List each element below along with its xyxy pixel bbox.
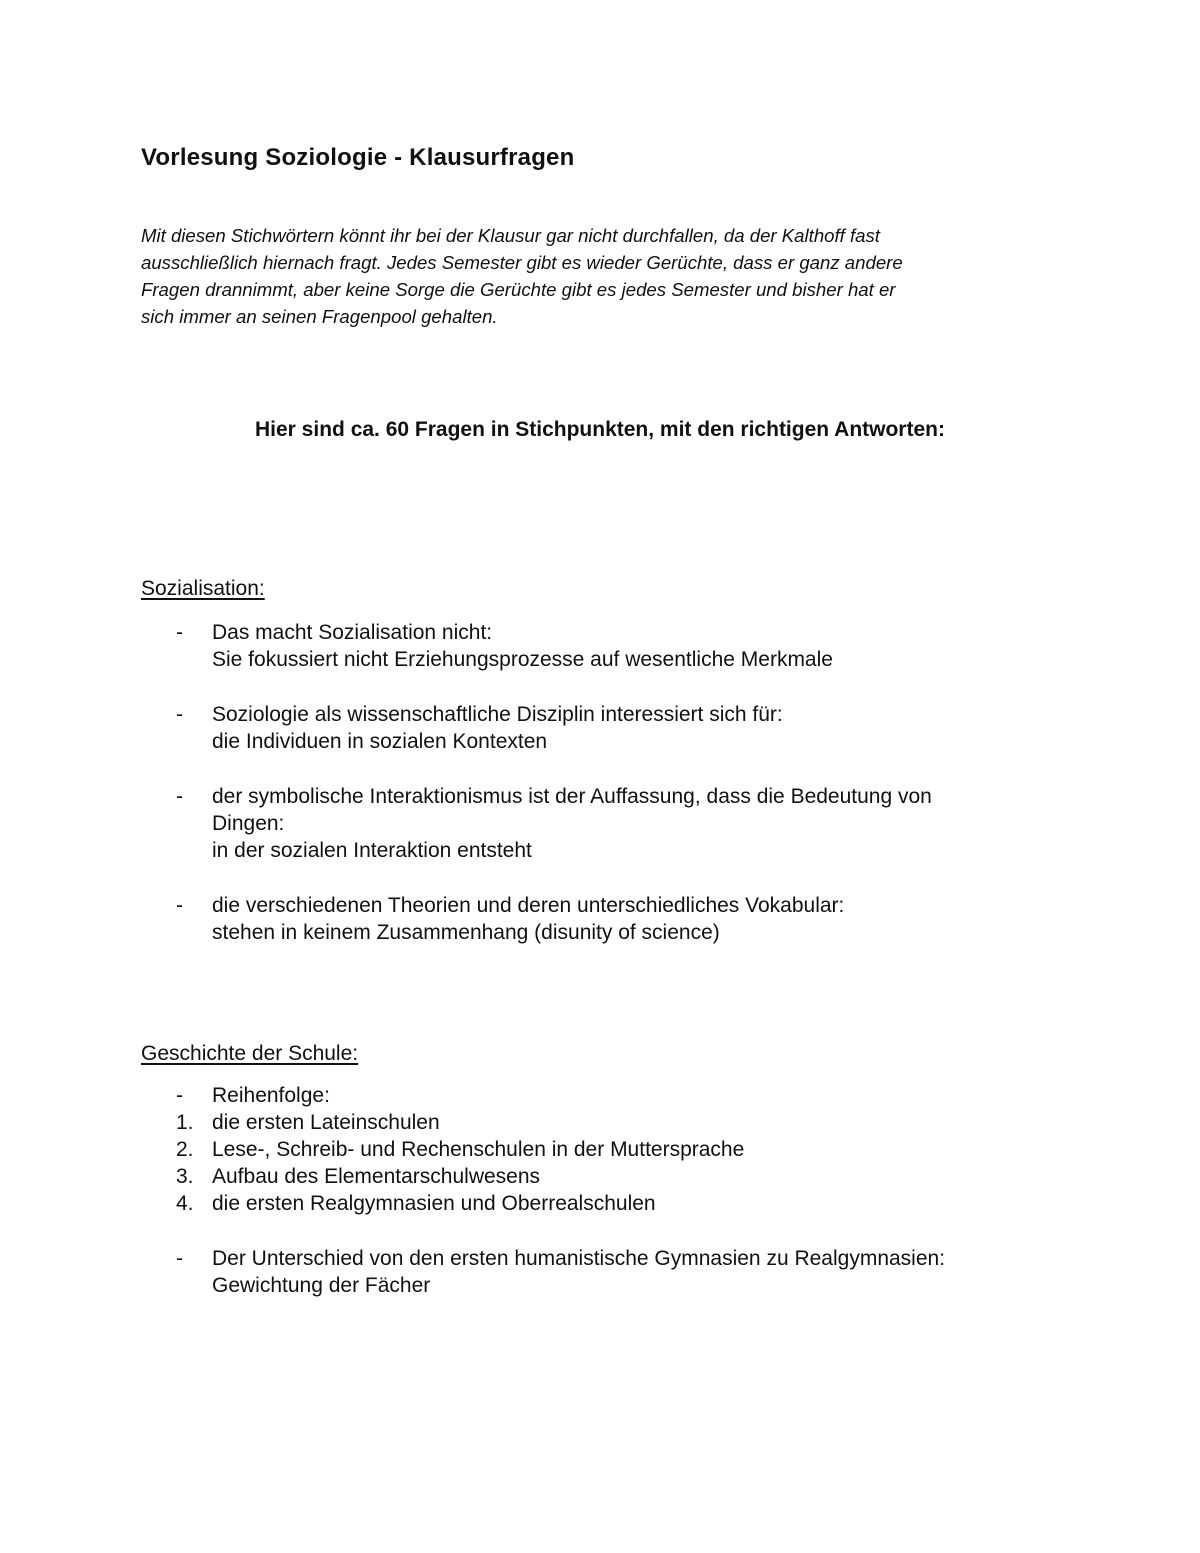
list-marker: - [176,1247,183,1270]
question-text: Soziologie als wissenschaftliche Disziplin interessiert sich für: [212,703,783,726]
answer-text: Gewichtung der Fächer [212,1274,431,1297]
list-marker: - [176,894,183,917]
answer-text: die ersten Realgymnasien und Oberrealschulen [212,1192,656,1215]
intro-line: Fragen drannimmt, aber keine Sorge die Gerüchte gibt es jedes Semester und bisher hat er [141,279,896,300]
section-heading-geschichte-der-schule: Geschichte der Schule: [141,1042,359,1065]
answer-text: Aufbau des Elementarschulwesens [212,1165,541,1188]
list-item [0,783,1200,864]
question-text: Dingen: [212,812,285,835]
list-marker: - [176,703,183,726]
question-text: Das macht Sozialisation nicht: [212,621,493,644]
list-item [0,892,1200,946]
intro-line: Mit diesen Stichwörtern könnt ihr bei der Klausur gar nicht durchfallen, da der Kalthoff fast [141,225,880,246]
answer-text: Sie fokussiert nicht Erziehungsprozesse auf wesentliche Merkmale [212,648,833,671]
list-item [0,1109,1200,1136]
document-title: Vorlesung Soziologie - Klausurfragen [141,144,575,171]
list-item [0,1163,1200,1190]
question-text: Der Unterschied von den ersten humanistische Gymnasien zu Realgymnasien: [212,1247,946,1270]
list-marker: - [176,621,183,644]
list-marker: 4. [176,1192,194,1215]
section-heading-sozialisation: Sozialisation: [141,577,265,600]
list-marker: - [176,785,183,808]
answer-text: stehen in keinem Zusammenhang (disunity of science) [212,921,720,944]
question-text: Reihenfolge: [212,1084,330,1107]
list-item [0,1245,1200,1299]
answer-text: die Individuen in sozialen Kontexten [212,730,548,753]
list-marker: 3. [176,1165,194,1188]
list-item [0,701,1200,755]
list-item [0,1190,1200,1217]
answer-text: Lese-, Schreib- und Rechenschulen in der Muttersprache [212,1138,745,1161]
list-marker: 1. [176,1111,194,1134]
intro-paragraph [141,222,1041,330]
question-text: die verschiedenen Theorien und deren unterschiedliches Vokabular: [212,894,845,917]
list-item [0,619,1200,673]
list-marker: - [176,1084,183,1107]
section-list-geschichte-der-schule [0,1082,1200,1299]
answer-text: in der sozialen Interaktion entsteht [212,839,532,862]
question-text: der symbolische Interaktionismus ist der Auffassung, dass die Bedeutung von [212,785,932,808]
subheading: Hier sind ca. 60 Fragen in Stichpunkten, mit den richtigen Antworten: [255,418,945,441]
list-item [0,1136,1200,1163]
intro-line: ausschließlich hiernach fragt. Jedes Semester gibt es wieder Gerüchte, dass er ganz andere [141,252,903,273]
intro-line: sich immer an seinen Fragenpool gehalten. [141,306,498,327]
section-list-sozialisation [0,619,1200,946]
answer-text: die ersten Lateinschulen [212,1111,440,1134]
list-marker: 2. [176,1138,194,1161]
list-item [0,1082,1200,1109]
